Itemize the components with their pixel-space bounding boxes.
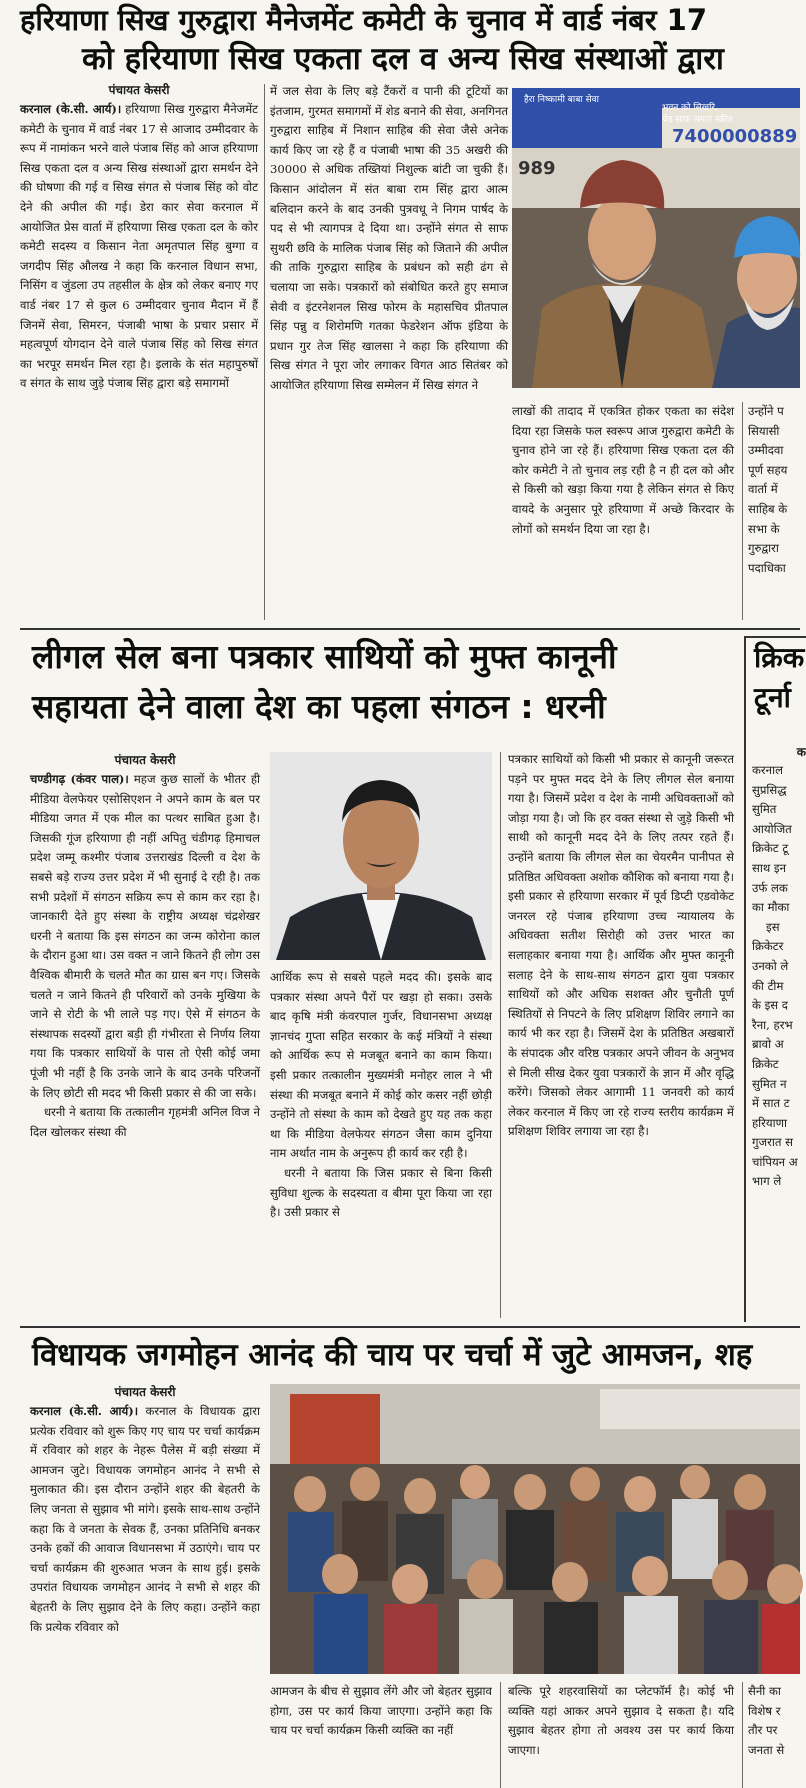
story1-col4-line: सियासी [748,423,780,438]
story3-col1-text: करनाल के विधायक द्वारा प्रत्येक रविवार को शुरू किए गए चाय पर चर्चा कार्यक्रम में रविवार को शहर के नेहरू पैलेस में बड़ी संख्या में आमजन जुटे। विधायक जगमोहन आनंद ने सभी से मुलाकात की। इस दौरान उन्होंने शहर की बेहतरी के लिए जनता से सुझाव भी मांगे। इसके साथ-साथ उन्होंने कहा कि वे जनता के सेवक हैं, उनका प्रतिनिधि बनकर उनके हकों की आवाज विधानसभा में उठाएंगे। चाय पर चर्चा कार्यक्रम की शुरुआत भजन के साथ हुई। इसके उपरांत विधायक जगमोहन आनंद ने सभी से शहर की बेहतरी के लिए सुझाव देने के लिए कहा। उन्होंने कहा कि प्रत्येक रविवार को [30,1404,260,1634]
story2-bottom-rule [20,1326,800,1328]
story1-byline: पंचायत केसरी [108,83,170,97]
portrait-graphic [270,752,492,960]
story2-headline-line2: सहायता देने वाला देश का पहला संगठन : धरनी [32,687,606,726]
side-story-line: सुप्रसिद्ध [752,782,787,797]
story1-col4 [748,402,800,620]
story2-col2 [270,968,492,1318]
side-story-line: उर्फ लक [752,880,788,895]
side-story-line: इस [766,919,780,934]
story1-col3 [512,402,734,620]
story3-dateline: करनाल (के.सी. आर्य)। [30,1404,139,1418]
story1-col4-line: वार्ता में [748,482,778,497]
photo-banner-line2: भवन को सिख़रि, [662,103,718,113]
story1-col4-line: साहिब के [748,501,788,516]
story3-col3-text: बल्कि पूरे शहरवासियों का प्लेटफॉर्म है। कोई भी व्यक्ति यहां आकर अपने सुझाव दे सकता है। यदि सुझाव बेहतर होगा तो अवश्य उस पर कार्य किया जाएगा। [508,1684,734,1757]
side-story-line: साथ इन [752,860,787,875]
side-story-box [744,636,806,1322]
story1-col3-text: लाखों की तादाद में एकत्रित होकर एकता का संदेश दिया रहा जिसके फल स्वरूप आज गुरुद्वारा कमेटी के चुनाव होने जा रहे हैं। हरियाणा सिख एकता दल की कोर कमेटी ने तो चुनाव लड़ रही है न ही दल को और से किसी को खड़ा किया गया है लेकिन संगत से किए वायदे के अनुसार पूरे हरियाणा में अच्छे किरदार के लोगों को समर्थन दिया जा रहा है। [512,404,734,536]
story2-dateline: चण्डीगढ़ (कंवर पाल)। [30,772,129,786]
story1-col4-line: उन्होंने प [748,404,784,418]
story1-headline-line1: हरियाणा सिख गुरुद्वारा मैनेजमेंट कमेटी के चुनाव में वार्ड नंबर 17 [20,3,708,37]
story2-col3 [508,750,734,1318]
side-story-line: करनाल [752,763,783,777]
photo-number-fragment: 989 [518,158,556,179]
story3-headline: विधायक जगमोहन आनंद की चाय पर चर्चा में जुटे आमजन, शह [32,1337,753,1373]
story1-col4-line: सभा के [748,521,780,536]
side-story-line: गुजरात स [752,1135,794,1150]
story1-col3-divider [742,402,743,620]
side-story-line: सुमित [752,802,777,817]
side-story-line: क्रिकेटर [752,939,784,954]
story3-byline: पंचायत केसरी [114,1385,176,1399]
story3-col3 [508,1682,734,1788]
photo-banner-line3: चेड साफ लगाएं स्कीत [662,115,733,125]
story2-col-divider [500,752,501,1318]
story3-col4 [748,1682,800,1788]
side-story-line: रैना, हरभ [752,1017,793,1032]
story3-col3-divider [742,1682,743,1788]
story3-col4-line: तौर पर [748,1723,778,1738]
story1-col2-text: में जल सेवा के लिए बड़े टैंकरों व पानी की टूटियों का इंतजाम, गुरमत समागमों में शेड बनाने की सेवा, अनगिनत गुरुद्वारा साहिब में निशान साहिब की सेवा जैसे अनेक कार्य किए जा रहे हैं व पंजाबी भाषा की 35 अखरी की 30000 से अधिक तख्तियां निशुल्क बांटी जा चुकी हैं। किसान आंदोलन में संत बाबा राम सिंह द्वारा आत्म बलिदान करने के बाद उनकी पुत्रवधू ने निगम पार्षद के पद से भी त्यागपत्र दे दिया था। उन्होंने संगत से साफ सुथरी छवि के मालिक पंजाब सिंह को जिताने की अपील की ताकि गुरुद्वारा साहिब के प्रबंधन को सही ढंग से चलाया जा सके। पत्रकारों को संबोधित करते हुए समाज सेवी व इंटरनेशनल सिख फोरम के महासचिव प्रीतपाल सिंह पन्नु व शिरोमणि गतका फेडरेशन ऑफ इंडिया के प्रधान गुर तेज सिंह खालसा ने कहा कि हरियाणा की सिख संगत ने पूरा जोर लगाकर विगत आठ सितंबर को आयोजित हरियाणा सिख सम्मेलन में सिख संगत ने [270,84,508,392]
story1-col4-line: पूर्ण सहय [748,462,788,477]
side-story-line: ब्रावो अ [752,1037,784,1052]
story2-col1-text: महज कुछ सालों के भीतर ही मीडिया वेलफेयर एसोसिएशन ने अपने काम के बल पर मीडिया जगत में एक मील का पत्थर साबित हुआ है। जिसकी गूंज हरियाणा ही नहीं अपितु चंडीगढ़ हिमाचल प्रदेश जम्मू कश्मीर पंजाब उत्तराखंड दिल्ली व देश के सबसे बड़े राज्य उत्तर प्रदेश में भी सुनाई दे रही है। तक सभी प्रदेशों में संगठन सक्रिय रूप से काम कर रहा है। जानकारी देते हुए संस्था के राष्ट्रीय अध्यक्ष चंद्रशेखर धरनी ने बताया कि इस संगठन का जन्म कोरोना काल के दौरान हुआ था। उस वक्त न जाने कितने ही लोग उस वैश्विक बीमारी के चलते मौत का ग्रास बन गए। जिसके चलते न जाने कितने ही परिवारों को उनके मुखिया के जाने से रोटी के भी लाले पड़ गए। ऐसे में संगठन के संस्थापक सदस्यों द्वारा बड़ी ही गंभीरता से निर्णय लिया गया कि पत्रकार साथियों के पास तो ऐसी कोई जमा पूंजी भी नहीं है कि उनके जाने के बाद उनके परिजनों के लिए छोटी सी मदद भी किसी प्रकार से की जा सके। [30,772,261,1100]
side-story-line: क्रिकेट टू [752,841,789,856]
side-story-line: चांपियन अ [752,1154,798,1169]
story3-col4-line: सैनी का [748,1684,781,1698]
story1-dateline: करनाल (के.सी. आर्य)। [20,102,122,116]
story2-portrait-photo [270,752,492,960]
story3-col-divider [500,1682,501,1788]
story3-group-photo [270,1384,800,1674]
side-story-line: का मौका [752,900,790,915]
story1-col1-text: हरियाणा सिख गुरुद्वारा मैनेजमेंट कमेटी के चुनाव में वार्ड नंबर 17 से आजाद उम्मीदवार के रूप में नामांकन भरने वाले पंजाब सिंह को आज हरियाणा सिख एकता दल व अन्य सिख संस्थाओं द्वारा समर्थन देने की घोषणा की गई व सिख संगत से पंजाब सिंह को वोट देने की अपील की गई। डेरा कार सेवा करनाल में आयोजित प्रेस वार्ता में हरियाणा सिख एकता दल के कोर कमेटी सदस्य व किसान नेता अमृतपाल सिंह बुग्गा व जगदीप सिंह औलख ने कहा कि करनाल विधान सभा, निसिंग व जुंडला उप तहसील के क्षेत्र को लेकर बनाए गए वार्ड नंबर 17 से कुल 6 उम्मीदवार चुनाव मैदान में हैं जिनमें सेवा, सिमरन, पंजाबी भाषा के प्रचार प्रसार में महत्वपूर्ण योगदान देने वाले पंजाब सिंह को सिख संगत का भरपूर समर्थन मिल रहा है। इलाके के संत महापुरुषों व संगत के साथ जुड़े पंजाब सिंह द्वारा बड़े समागमों [20,102,259,391]
story1-headline-line2: को हरियाणा सिख एकता दल व अन्य सिख संस्थाओं द्वारा [82,41,724,77]
side-story-headline-line2: टूर्ना [754,681,791,714]
group-photo-graphic [270,1384,800,1674]
side-story-line: की टीम [752,978,784,993]
photo-phone-number: 7400000889 [672,126,798,147]
story2-byline: पंचायत केसरी [114,753,176,767]
story1-col-divider [264,84,265,620]
side-story-line: सुमित न [752,1076,787,1091]
story1-col4-line: पदाधिका [748,560,786,575]
story3-col4-line: विशेष र [748,1703,781,1718]
side-story-line: क्रिकेट [752,1056,779,1071]
photo-banner-line1: हैरा निष्कामी बाबा सेवा [524,95,600,105]
story1-col4-line: गुरुद्वारा [748,541,779,556]
story3-col4-line: जनता से [748,1742,785,1757]
story1-col4-line: उम्मीदवा [748,443,784,458]
side-story-byline: क [796,745,806,759]
side-story-headline-line1: क्रिक [754,641,805,674]
side-story-line: के इस द [752,998,788,1013]
story2-col1 [30,770,260,1318]
story1-bottom-rule [20,628,800,630]
story3-col2 [270,1682,492,1788]
story1-col1 [20,100,258,620]
story1-col2 [270,82,508,620]
story2-col1-para2: धरनी ने बताया कि तत्कालीन गृहमंत्री अनिल विज ने दिल खोलकर संस्था की [30,1105,260,1139]
story1-photo [512,88,800,388]
story2-col3-text: पत्रकार साथियों को किसी भी प्रकार से कानूनी जरूरत पड़ने पर मुफ्त मदद देने के लिए लीगल सेल बनाया गया है। जिसमें प्रदेश व देश के नामी अधिवक्ताओं को जोड़ा गया है। जो कि हर वक्त संस्था से जुड़े किसी भी साथी को कानूनी मदद देने के लिए तत्पर रहते हैं। उन्होंने बताया कि लीगल सेल का चेयरमैन पानीपत से प्रतिष्ठित अधिवक्ता अशोक कौशिक को बनाया गया है। इसी प्रकार से हरियाणा सरकार में पूर्व डिप्टी एडवोकेट जनरल रहे पंजाब हरियाणा उच्च न्यायालय के अधिवक्ता सतीश सिरोही को उत्तर भारत का सलाहकार बनाया गया है। आर्थिक और मुफ्त कानूनी सलाह देने के साथ-साथ संगठन द्वारा युवा पत्रकार साथियों को और अधिक सशक्त और चुनौती पूर्ण स्थितियों से निपटने के लिए प्रशिक्षण शिविर लगाने का कार्य भी कर रहा है। जिसमें देश के प्रतिष्ठित अखबारों के संपादक और वरिष्ठ पत्रकार अपने जीवन के अनुभव से मिली सीख देकर युवा पत्रकारों के ज्ञान में और वृद्धि करेंगे। जिसको लेकर आगामी 11 जनवरी को कार्य लेकर करनाल में किए जा रहे राज्य स्तरीय कार्यक्रम में प्रशिक्षण शिविर लगाया जा रहा है। [508,752,734,1139]
story2-col2-text: आर्थिक रूप से सबसे पहले मदद की। इसके बाद पत्रकार संस्था अपने पैरों पर खड़ा हो सका। उसके बाद कृषि मंत्री कंवरपाल गुर्जर, विधानसभा अध्यक्ष ज्ञानचंद गुप्ता सहित सरकार के कई मंत्रियों ने संस्था को आर्थिक रूप से मजबूत बनाने का काम किया। इसी प्रकार तत्कालीन मुख्यमंत्री मनोहर लाल ने भी संस्था की मजबूत बनाने में कोई कोर कसर नहीं छोड़ी उन्होंने तो संस्था के काम को देखते हुए यह तक कहा था कि मीडिया वेलफेयर संगठन जैसा काम दुनिया नाम अर्थात नाम के अनुरूप ही कार्य कर रही है। [270,970,492,1161]
story2-col2-para2: धरनी ने बताया कि जिस प्रकार से बिना किसी सुविधा शुल्क के सदस्यता व बीमा पूरा किया जा रहा है। उसी प्रकार से [270,1165,492,1220]
side-story-line: हरियाणा [752,1115,788,1130]
story3-col1 [30,1402,260,1788]
side-story-line: उनको ले [752,958,789,973]
side-story-line: भाग ले [752,1174,782,1189]
story3-col2-text: आमजन के बीच से सुझाव लेंगे और जो बेहतर सुझाव होगा, उस पर कार्य किया जाएगा। उन्होंने कहा कि चाय पर चर्चा कार्यक्रम किसी व्यक्ति का नहीं [270,1684,492,1738]
side-story-line: में सात ट [752,1096,790,1111]
story2-headline-line1: लीगल सेल बना पत्रकार साथियों को मुफ्त कानूनी [32,637,617,676]
side-story-line: आयोजित [752,821,792,836]
